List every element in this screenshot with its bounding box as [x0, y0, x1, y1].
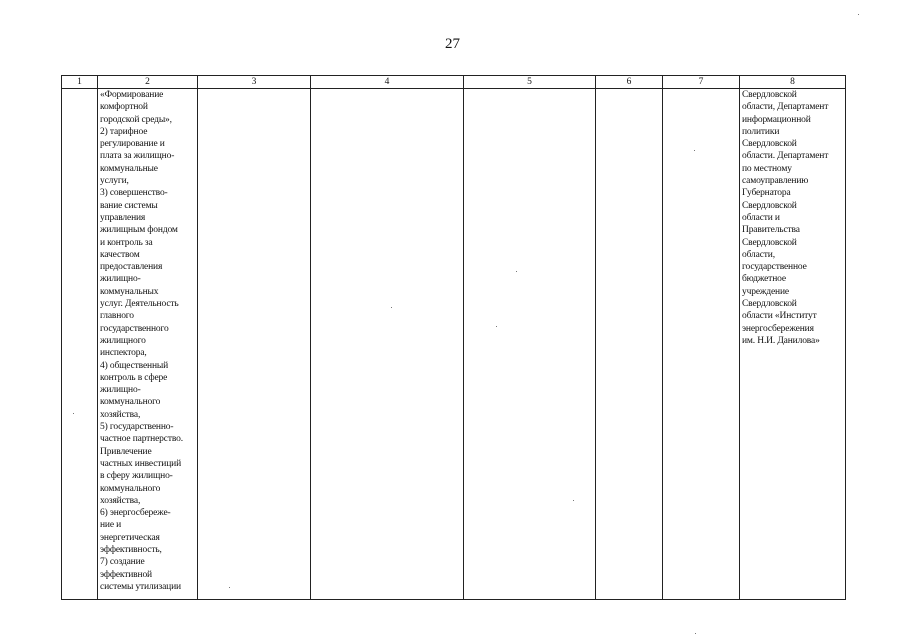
column-header-8: 8: [740, 76, 846, 89]
scan-speck: [496, 326, 497, 327]
column-header-7: 7: [663, 76, 740, 89]
scan-speck: [858, 14, 859, 15]
table-header-row: [62, 76, 846, 89]
table-cell-col-6: [596, 89, 663, 600]
column-header-3: 3: [198, 76, 311, 89]
scan-speck: [694, 150, 695, 151]
page-number: 27: [445, 36, 460, 52]
scan-speck: [229, 587, 230, 588]
column-header-6: 6: [596, 76, 663, 89]
scan-speck: [695, 633, 696, 634]
cell-text-executors: Свердловской области, Департамент информационной политики Свердловской области. Департамент по местному самоуправлению Губернатора Свердловской области и Правительства Свердловской области, государственное бюджетное учреждение Свердловской области «Институт энергосбережения им. Н.И. Данилова»: [742, 90, 829, 346]
column-header-4: 4: [311, 76, 464, 89]
scan-speck: [573, 500, 574, 501]
column-header-5: 5: [464, 76, 596, 89]
table-cell-col-1: [62, 89, 98, 600]
table-cell-col-3: [198, 89, 311, 600]
table-cell-col-7: [663, 89, 740, 600]
table-cell-col-2: [98, 89, 198, 600]
scan-speck: [73, 413, 74, 414]
column-header-1: 1: [62, 76, 98, 89]
table-cell-col-8: [740, 89, 846, 600]
table-row: [62, 89, 846, 600]
scan-speck: [391, 307, 392, 308]
table-cell-col-4: [311, 89, 464, 600]
table-cell-col-5: [464, 89, 596, 600]
document-table: [61, 75, 846, 600]
scan-speck: [516, 271, 517, 272]
column-header-2: 2: [98, 76, 198, 89]
cell-text-directions: «Формирование комфортной городской среды», 2) тарифное регулирование и плата за жилищно- коммунальные услуги, 3) совершенство- вание системы управления жилищным фондом и контроль за качеством предоставления жилищно- коммунальных услуг. Деятельность главного государственного жилищного инспектора, 4) общественный контроль в сфере жилищно- коммунального хозяйства, 5) государственно- частное партнерство. Привлечение частных инвестиций в сферу жилищно- коммунального хозяйства, 6) энергосбереже- ние и энергетическая эффективность, 7) создание эффективной системы утилизации: [100, 90, 183, 592]
